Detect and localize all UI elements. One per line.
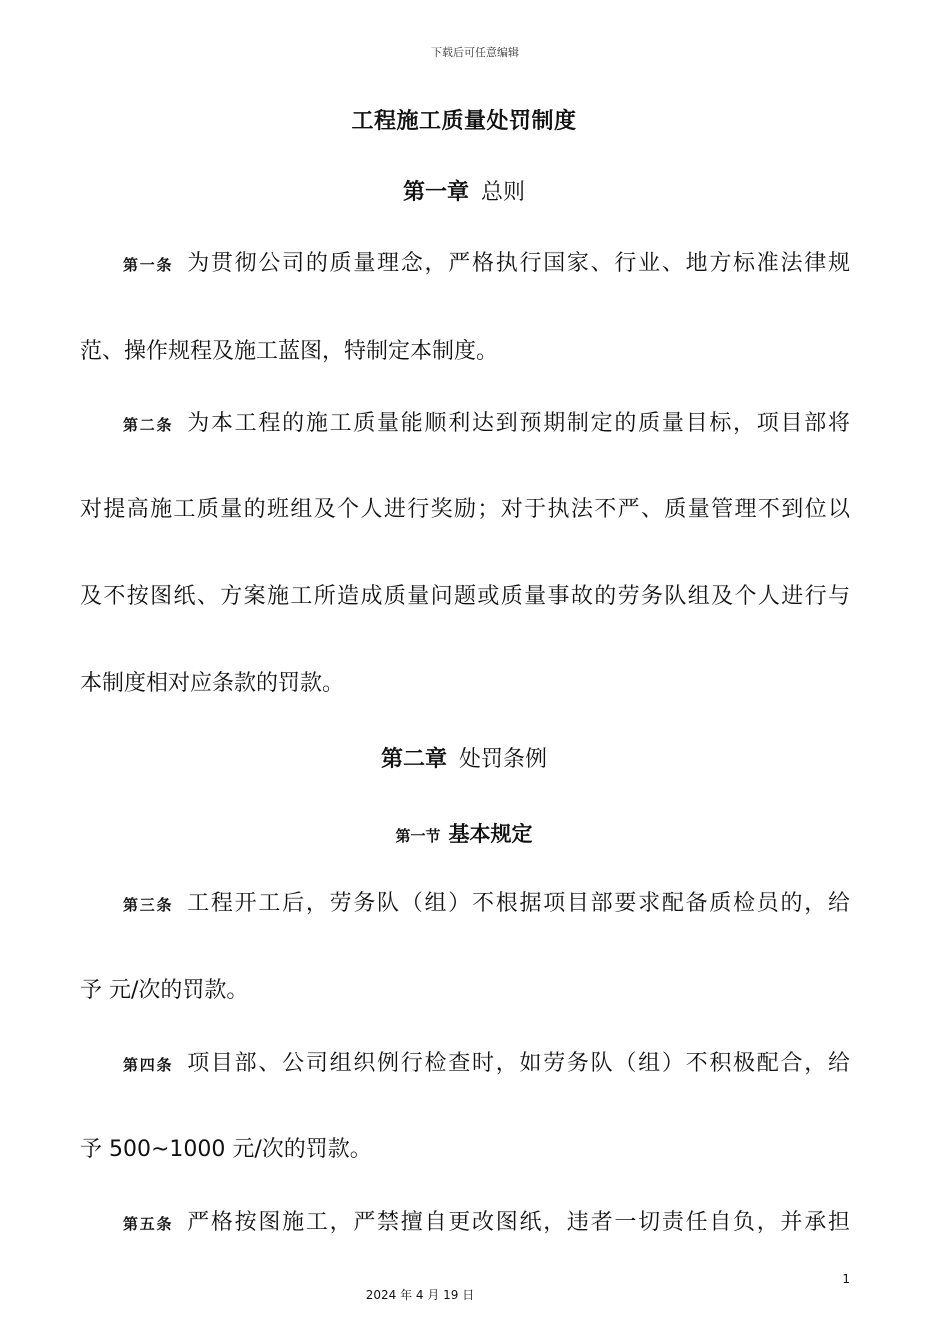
article-text: 为贯彻公司的质量理念，严格执行国家、行业、地方标准法律规	[187, 251, 850, 276]
article-text: 为本工程的施工质量能顺利达到预期制定的质量目标，项目部将	[187, 411, 850, 436]
document-title: 工程施工质量处罚制度	[351, 109, 577, 134]
section-title: 基本规定	[448, 822, 533, 846]
article-text: 项目部、公司组织例行检查时，如劳务队（组）不积极配合，给	[187, 1051, 850, 1076]
article-2-line-1	[123, 408, 850, 440]
article-3-line-2: 予 元/次的罚款。	[80, 978, 249, 1003]
chapter-2-heading	[0, 742, 928, 773]
article-5-line-1	[123, 1207, 850, 1239]
section-label: 第一节	[395, 827, 441, 845]
article-label: 第一条	[123, 256, 174, 274]
page-number: 1	[842, 1272, 850, 1286]
article-3-line-1	[123, 888, 850, 920]
article-label: 第二条	[123, 416, 174, 434]
article-2-line-2: 对提高施工质量的班组及个人进行奖励；对于执法不严、质量管理不到位以	[80, 497, 850, 522]
article-text: 工程开工后，劳务队（组）不根据项目部要求配备质检员的，给	[187, 891, 850, 916]
chapter-title: 处罚条例	[459, 747, 548, 772]
chapter-title: 总则	[481, 180, 526, 205]
article-1-line-1	[123, 248, 850, 280]
chapter-label: 第一章	[402, 180, 469, 205]
section-1-heading	[0, 818, 928, 848]
chapter-1-heading	[0, 175, 928, 206]
article-label: 第四条	[123, 1056, 174, 1074]
chapter-label: 第二章	[380, 747, 447, 772]
article-text: 严格按图施工，严禁擅自更改图纸，违者一切责任自负，并承担	[187, 1210, 850, 1235]
article-2-line-3: 及不按图纸、方案施工所造成质量问题或质量事故的劳务队组及个人进行与	[80, 584, 850, 609]
article-label: 第三条	[123, 896, 174, 914]
article-2-line-4: 本制度相对应条款的罚款。	[80, 671, 345, 696]
article-label: 第五条	[123, 1215, 174, 1233]
article-4-line-1	[123, 1048, 850, 1080]
footer-date: 2024 年 4 月 19 日	[365, 1288, 475, 1302]
header-note: 下载后可任意编辑	[431, 46, 519, 59]
article-4-line-2: 予 500~1000 元/次的罚款。	[80, 1137, 372, 1162]
article-1-line-2: 范、操作规程及施工蓝图，特制定本制度。	[80, 339, 499, 364]
